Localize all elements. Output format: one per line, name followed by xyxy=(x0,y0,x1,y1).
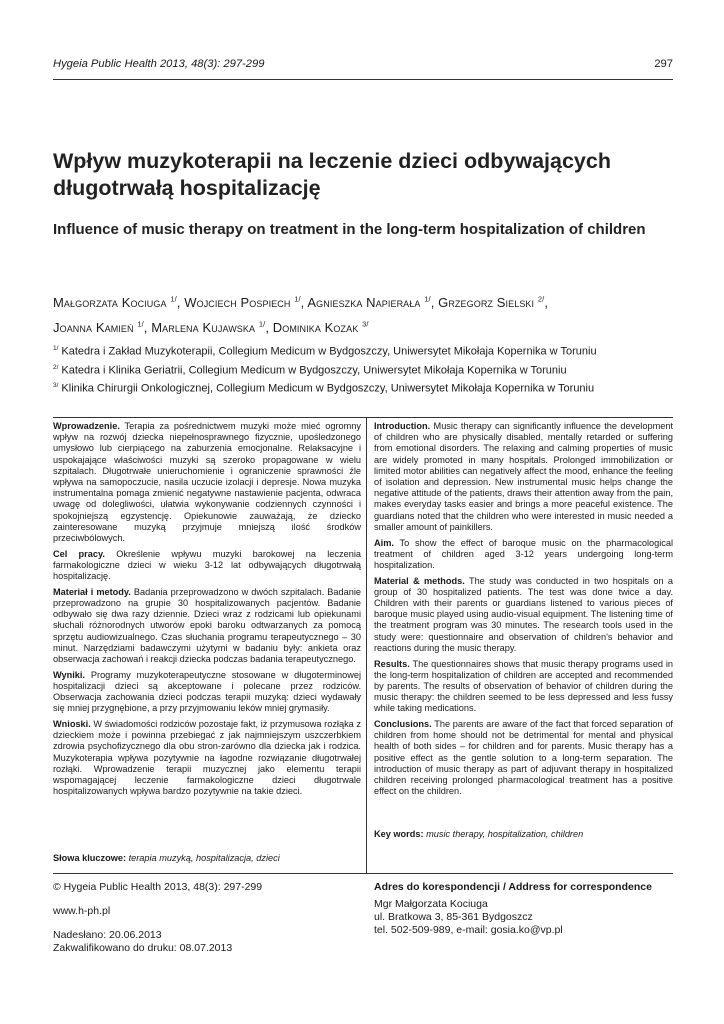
correspondence-street: ul. Bratkowa 3, 85-361 Bydgoszcz xyxy=(374,911,533,923)
copyright: © Hygeia Public Health 2013, 48(3): 297-299 xyxy=(53,881,263,893)
abstract-section: Results. The questionnaires shows that music therapy programs used in the long-term hospitalization of children are accepted and recommended by parents. The results of observation of behavior of children during the music therapy: the children seemed to be less depressed and less fussy while taking medications. xyxy=(374,658,673,714)
correspondence-info xyxy=(374,881,673,937)
abstract-section: Conclusions. The parents are aware of the fact that forced separation of children from home should not be detrimental for mental and physical health of both sides – for children and for parents. Music therapy has a positive effect as the gentle solution to a long-term separation. The introduction of music therapy as part of adjuvant therapy in hospitalized children receiving prolonged pharmacological treatment has a positive effect on the children. xyxy=(374,719,673,797)
submitted-date: Nadesłano: 20.06.2013 xyxy=(53,929,162,941)
keywords-polish: Słowa kluczowe: terapia muzyką, hospitalizacja, dzieci xyxy=(53,853,280,863)
page-number: 297 xyxy=(654,58,673,70)
title-polish: Wpływ muzykoterapii na leczenie dzieci odbywających długotrwałą hospitalizację xyxy=(53,149,611,200)
abstract-section: Wnioski. W świadomości rodziców pozostaje fakt, iż przymusowa rozłąka z dzieckiem może i powinna przebiegać z jak najmniejszym uszczerbkiem zdrowia psychofizycznego dla obu stron-zarówno dla dziecka jak i rodzica. Muzykoterapia wpływa pozytywnie na łagodne rozwiązanie długotrwałej rozłąki. Wprowadzenie terapii muzycznej jako elementu terapii wspomagającej leczenie farmakologiczne dzieci długotrwale hospitalizowanych wpływa bardzo pozytywnie na takie dzieci. xyxy=(53,719,361,797)
abstract-section: Introduction. Music therapy can significantly influence the development of children who are physically disabled, mentally retarded or suffering from emotional disorders. The relaxing and calming properties of music are widely promoted in many hospitals. Prolonged immobilization or limited motor abilities can negatively affect the mood, enhance the feeling of isolation and depression. New instrumental music helps change the negative attitude of the patients, draws their attention away from the pain, makes everyday tasks easier and brings a more peaceful existence. The guardians noted that the children who were interested in music needed a smaller amount of painkillers. xyxy=(374,421,673,532)
footer-rule xyxy=(53,873,673,874)
abstract-section: Materiał i metody. Badania przeprowadzono w dwóch szpitalach. Badanie przeprowadzono na grupie 30 hospitalizowanych pacjentów. Badanie odbywało się dwa razy dziennie. Dzieci wraz z rodzicami lub opiekunami słuchali różnorodnych utworów epoki baroku odtwarzanych za pomocą sprzętu audiowizualnego. Czas słuchania programu terapeutycznego – 30 minut. Narzędziami badawczymi użytymi w badaniu były: ankieta oraz obserwacja zachowań i reakcji dziecka podczas badania terapeutycznego. xyxy=(53,586,361,665)
accepted-date: Zakwalifikowano do druku: 08.07.2013 xyxy=(53,942,233,954)
running-header xyxy=(53,58,673,78)
title-english: Influence of music therapy on treatment in the long-term hospitalization of children xyxy=(53,221,646,238)
affiliation-list xyxy=(53,341,673,397)
publication-info xyxy=(53,881,353,955)
keywords-english: Key words: music therapy, hospitalization, children xyxy=(374,829,584,839)
abstract-section: Wyniki. Programy muzykoterapeutyczne stosowane w długoterminowej hospitalizacji dzieci są akceptowane i polecane przez rodziców. Obserwacja zachowania dzieci podczas terapii muzyką: dzieci wydawały się mniej przygnębione, a przy przyjmowaniu leków mniej grymasiły. xyxy=(53,669,361,714)
author: Wojciech Pospiech $^{1/}$, xyxy=(184,295,308,311)
column-divider xyxy=(366,418,367,873)
author: Dominika Kozak $^{3/}$ xyxy=(272,319,369,335)
correspondence-contact: tel. 502-509-989, e-mail: gosia.ko@vp.pl xyxy=(374,924,563,936)
abstract-section: Cel pracy. Określenie wpływu muzyki barokowej na leczenia farmakologiczne dzieci w wieku 3-12 lat odbywających długotrwałą hospitalizację. xyxy=(53,548,361,582)
author: Joanna Kamień $^{1/}$, xyxy=(53,319,152,335)
abstract-section: Wprowadzenie. Terapia za pośrednictwem muzyki może mieć ogromny wpływ na rozwój dziecka niepełnosprawnego fizycznie, upośledzonego umysłowo lub cierpiącego na zaburzenia emocjonalne. Relaksacyjne i uspokajające właściwości muzyki są szeroko propagowane w wielu szpitalach. Długotrwałe unieruchomienie i ograniczenie sprawności źle wpływa na samopoczucie, nasila uczucie izolacji i depresje. Nowa muzyka instrumentalna pomaga zmienić negatywne nastawienie pacjenta, odwraca uwagę od dolegliwości, ułatwia wykonywanie codziennych czynności i spokojniejszą egzystencję. Opiekunowie zauważają, że dziecko zainteresowane muzyką przyjmuje mniejszą ilość środków przeciwbólowych. xyxy=(53,421,361,544)
journal-citation: Hygeia Public Health 2013, 48(3): 297-299 xyxy=(53,58,265,70)
abstract-polish xyxy=(53,421,361,802)
correspondence-name: Mgr Małgorzata Kociuga xyxy=(374,898,488,910)
author: Agnieszka Napierała $^{1/}$, xyxy=(307,295,439,311)
abstract-section: Material & methods. The study was conducted in two hospitals on a group of 30 hospitalized patients. The test was done twice a day. Children with their parents or guardians listened to various pieces of baroque music played using audio-visual equipment. The listening time of the treatment program was 30 minutes. The research tools used in the study were: questionnaire and observation of children's behavior and reactions during the music therapy. xyxy=(374,575,673,653)
abstract-top-rule xyxy=(53,417,673,418)
author: Marlena Kujawska $^{1/}$, xyxy=(151,319,273,335)
abstract-english xyxy=(374,421,673,802)
author-list xyxy=(53,289,673,338)
abstract-section: Aim. To show the effect of baroque music on the pharmacological treatment of children aged 3-12 years undergoing long-term hospitalization. xyxy=(374,537,673,570)
correspondence-heading: Adres do korespondencji / Address for correspondence xyxy=(374,881,652,893)
author: Grzegorz Sielski $^{2/}$, xyxy=(438,295,549,311)
affiliation: $^{3/}$ Klinika Chirurgii Onkologicznej, Collegium Medicum w Bydgoszczy, Uniwersytet Mikołaja Kopernika w Toruniu xyxy=(53,382,595,395)
author: Małgorzata Kociuga $^{1/}$, xyxy=(53,295,185,311)
affiliation: $^{1/}$ Katedra i Zakład Muzykoterapii, Collegium Medicum w Bydgoszczy, Uniwersytet Mikołaja Kopernika w Toruniu xyxy=(53,345,597,358)
header-rule xyxy=(53,79,673,80)
journal-website-link[interactable]: www.h-ph.pl xyxy=(53,905,111,917)
affiliation: $^{2/}$ Katedra i Klinika Geriatrii, Collegium Medicum w Bydgoszczy, Uniwersytet Mikołaja Kopernika w Toruniu xyxy=(53,363,567,377)
